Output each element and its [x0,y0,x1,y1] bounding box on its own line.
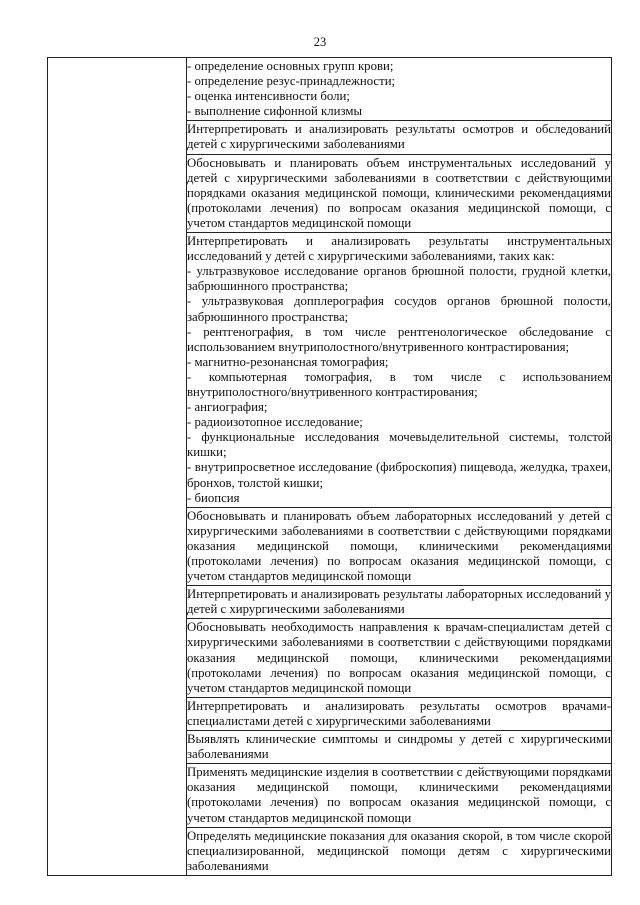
table-cell [187,155,611,233]
cell-text-line: - компьютерная томография, в том числе с использованием внутриполостного/внутривенного контрастирования; [187,369,611,399]
skills-table [47,57,612,876]
cell-text-line: - определение основных групп крови; [187,59,394,73]
table-left-column [48,58,187,876]
cell-text-line: - магнитно-резонансная томография; [187,354,389,369]
cell-text-line: - биопсия [187,490,240,505]
cell-text-line: Обосновывать необходимость направления к врачам-специалистам детей с хирургическими заболеваниями в соответствии с действующими порядками оказания медицинской помощи, клиническими рекомендациями (протоколами лечения) по вопросам оказания медицинской помощи, с учетом стандартов медицинской помощи [187,620,611,695]
table-row [48,58,612,876]
cell-text-line: - радиоизотопное исследование; [187,415,363,430]
cell-text-line: Выявлять клинические симптомы и синдромы у детей с хирургическими заболеваниями [187,732,611,762]
table-cell [187,731,611,764]
table-cell [187,233,611,508]
table-right-column [187,58,612,876]
table-cell [187,619,611,697]
cell-text-line: - выполнение сифонной клизмы [187,104,363,119]
cell-text-line: - определение резус-принадлежности; [187,74,396,89]
table-cell [187,698,611,731]
cell-text-line: - ангиография; [187,400,268,415]
cell-text-line: Интерпретировать и анализировать результаты осмотров и обследований детей с хирургическими заболеваниями [187,122,611,152]
table-cell [187,508,611,586]
table-cell [187,58,611,121]
cell-text-line: - оценка интенсивности боли; [187,89,350,104]
cell-text-line: - ультразвуковое исследование органов брюшной полости, грудной клетки, забрюшинного пространства; [187,264,611,294]
cell-text-line: - функциональные исследования мочевыделительной системы, толстой кишки; [187,430,611,460]
table-cell [187,121,611,154]
cell-text-line: - ультразвуковая допплерография сосудов органов брюшной полости, забрюшинного пространства; [187,294,611,324]
page-number: 23 [313,35,327,49]
cell-text-line: Интерпретировать и анализировать результаты инструментальных исследований у детей с хирургическими заболеваниями, таких как: [187,234,611,264]
cell-text-line: - внутрипросветное исследование (фиброскопия) пищевода, желудка, трахеи, бронхов, толстой кишки; [187,460,611,490]
table-cell [187,828,611,875]
cell-text-line: Интерпретировать и анализировать результаты осмотров врачами-специалистами детей с хирургическими заболеваниями [187,698,611,728]
table-cells-container [187,58,611,875]
cell-text-line: Определять медицинские показания для оказания скорой, в том числе скорой специализированной, медицинской помощи детям с хирургическими заболеваниями [187,828,611,873]
cell-text-line: Обосновывать и планировать объем лабораторных исследований у детей с хирургическими заболеваниями в соответствии с действующими порядками оказания медицинской помощи, клиническими рекомендациями (протоколами лечения) по вопросам оказания медицинской помощи, с учетом стандартов медицинской помощи [187,508,611,584]
table-cell [187,586,611,619]
table-cell [187,764,611,827]
cell-text-line: Интерпретировать и анализировать результаты лабораторных исследований у детей с хирургическими заболеваниями [187,587,611,617]
cell-text-line: Обосновывать и планировать объем инструментальных исследований у детей с хирургическими заболеваниями в соответствии с действующими порядками оказания медицинской помощи, клиническими рекомендациями (протоколами лечения) по вопросам оказания медицинской помощи, с учетом стандартов медицинской помощи [187,155,611,230]
cell-text-line: - рентгенография, в том числе рентгенологическое обследование с использованием внутриполостного/внутривенного контрастирования; [187,324,611,354]
cell-text-line: Применять медицинские изделия в соответствии с действующими порядками оказания медицинской помощи, клиническими рекомендациями (протоколами лечения) по вопросам оказания медицинской помощи, с учетом стандартов медицинской помощи [187,765,611,825]
